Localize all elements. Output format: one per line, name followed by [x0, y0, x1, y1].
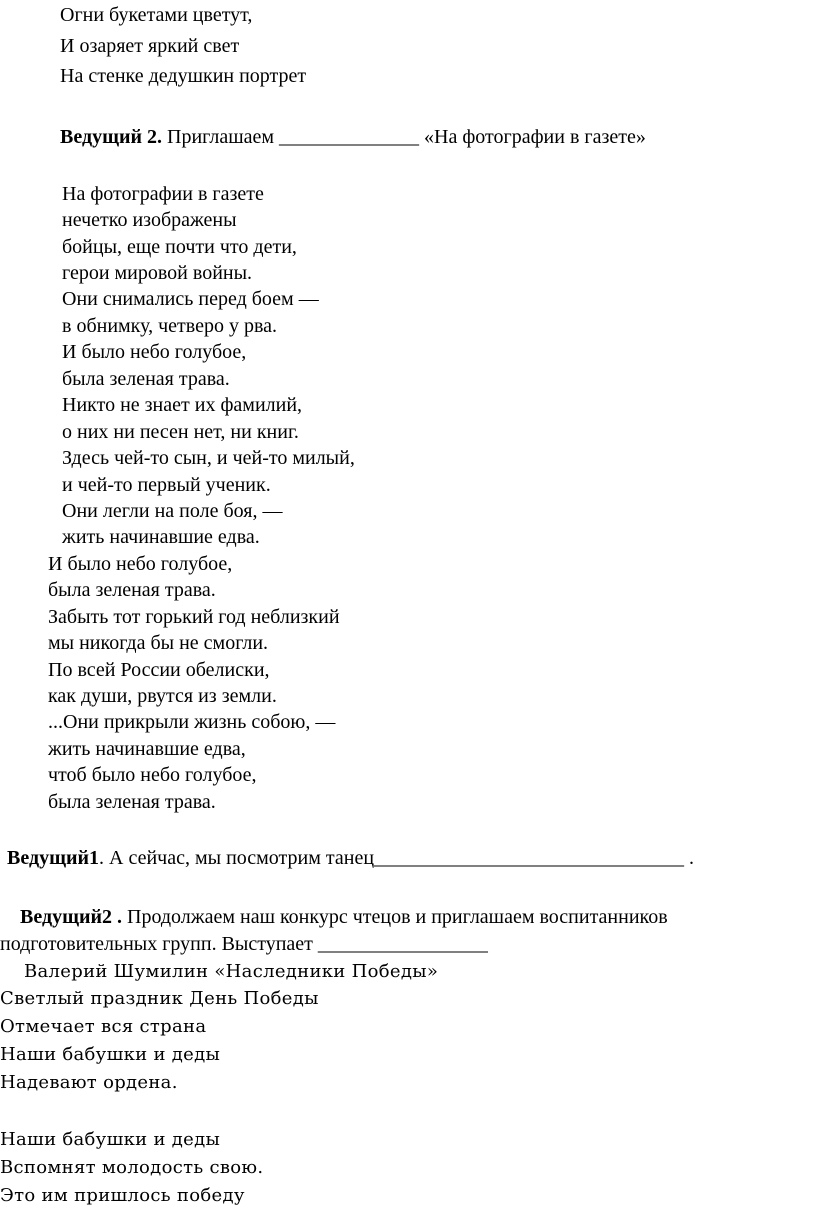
poem-line: Наши бабушки и деды	[0, 1044, 221, 1065]
speaker-label: Ведущий1	[7, 847, 100, 869]
poem-line: Это им пришлось победу	[0, 1185, 245, 1206]
poem-line: Наши бабушки и деды	[0, 1129, 221, 1150]
poem-line: И было небо голубое,	[62, 341, 247, 363]
poem-line: нечетко изображены	[62, 209, 237, 231]
speaker-label: Ведущий2 .	[20, 906, 123, 928]
poem-line: Они легли на поле боя, —	[62, 500, 283, 522]
poem-line: жить начинавшие едва,	[48, 738, 246, 760]
poem-line: Забыть тот горький год неблизкий	[48, 606, 340, 628]
poem-line: мы никогда бы не смогли.	[48, 632, 269, 654]
poem-line: в обнимку, четверо у рва.	[62, 315, 278, 337]
poem-line: Вспомнят молодость свою.	[0, 1157, 264, 1178]
intro-line: Огни букетами цветут,	[60, 4, 253, 26]
poem-line: чтоб было небо голубое,	[48, 764, 257, 786]
host2-announcement	[20, 905, 668, 929]
poem-line: Светлый праздник День Победы	[0, 988, 319, 1009]
poem-line: о них ни песен нет, ни книг.	[62, 421, 299, 443]
poem-line: была зеленая трава.	[48, 791, 216, 813]
announcement-text-continued: подготовительных групп. Выступает _________________	[0, 933, 488, 955]
announcement-text: Приглашаем ______________ «На фотографии в газете»	[162, 126, 646, 148]
speaker-label: Ведущий 2.	[60, 126, 163, 148]
poem-line: была зеленая трава.	[62, 368, 230, 390]
intro-line: И озаряет яркий свет	[60, 35, 240, 57]
poem-line: была зеленая трава.	[48, 579, 216, 601]
poem-line: Надевают ордена.	[0, 1072, 178, 1093]
poem-line: Они снимались перед боем —	[62, 288, 319, 310]
poem-line: как души, рвутся из земли.	[48, 685, 277, 707]
poem-line: Никто не знает их фамилий,	[62, 394, 303, 416]
announcement-text: . А сейчас, мы посмотрим танец_______________________________ .	[99, 847, 695, 869]
poem-line: И было небо голубое,	[48, 553, 233, 575]
intro-line: На стенке дедушкин портрет	[60, 65, 307, 87]
poem-line: и чей-то первый ученик.	[62, 474, 271, 496]
host2-announcement	[60, 125, 646, 149]
poem-line: На фотографии в газете	[62, 183, 264, 205]
announcement-text: Продолжаем наш конкурс чтецов и приглашаем воспитанников	[122, 906, 668, 928]
poem-line: ...Они прикрыли жизнь собою, —	[48, 711, 336, 733]
poem-line: Отмечает вся страна	[0, 1016, 207, 1037]
poem-title: Валерий Шумилин «Наследники Победы»	[24, 961, 439, 982]
poem-line: Здесь чей-то сын, и чей-то милый,	[62, 447, 355, 469]
poem-line: По всей России обелиски,	[48, 659, 270, 681]
poem-line: герои мировой войны.	[62, 262, 253, 284]
host1-announcement	[7, 846, 694, 870]
poem-line: бойцы, еще почти что дети,	[62, 236, 297, 258]
poem-line: жить начинавшие едва.	[62, 526, 260, 548]
